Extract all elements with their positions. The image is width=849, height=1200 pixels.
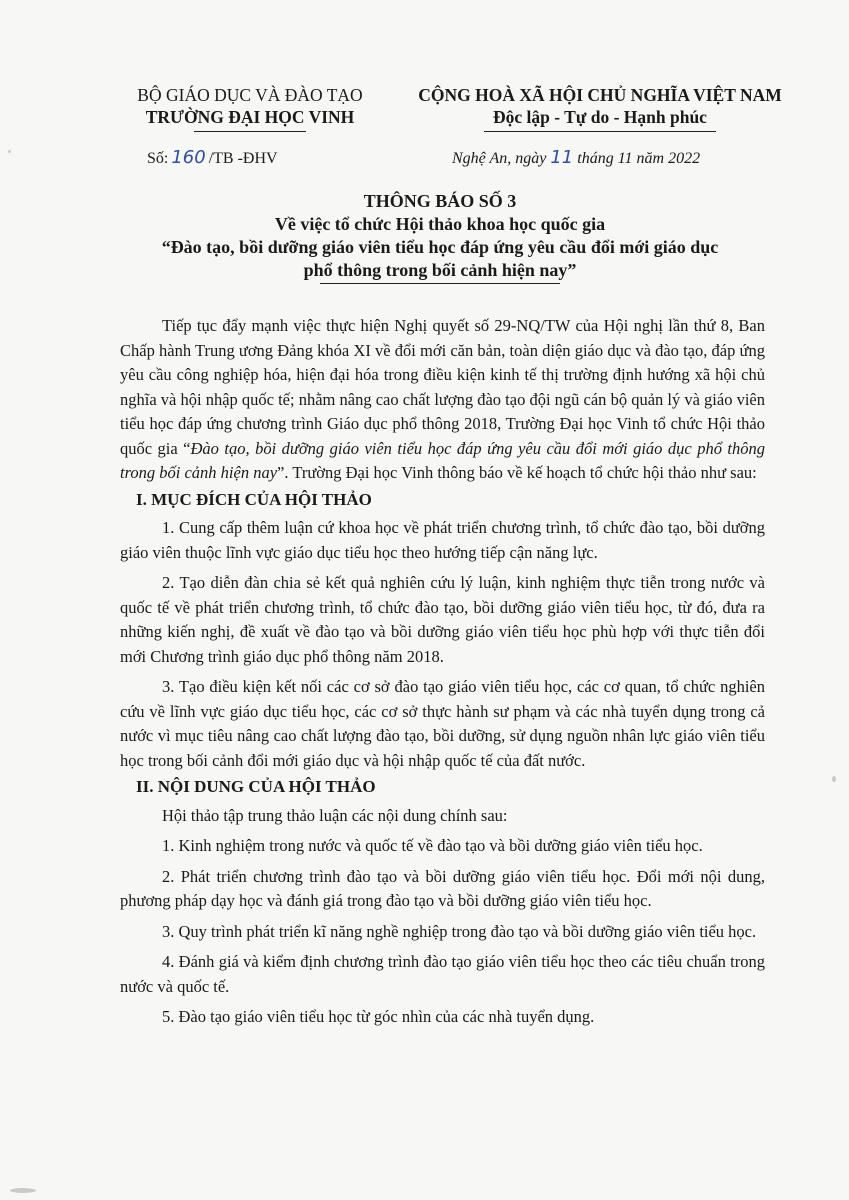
scan-speck [832,776,836,782]
title-line-3: “Đào tạo, bồi dưỡng giáo viên tiểu học đáp ứng yêu cầu đổi mới giáo dục [161,237,719,257]
section-2-lead: Hội thảo tập trung thảo luận các nội dung chính sau: [162,805,508,825]
intro-part-2: ”. Trường Đại học Vinh thông báo về kế hoạch tổ chức hội thảo như sau: [277,463,757,482]
section-1-heading: I. MỤC ĐÍCH CỦA HỘI THẢO [136,489,372,509]
document-number [147,147,278,168]
section-2-item-4: 4. Đánh giá và kiểm định chương trình đào tạo giáo viên tiểu học theo các tiêu chuẩn trong nước và quốc tế. [120,952,765,996]
title-line-2: Về việc tổ chức Hội thảo khoa học quốc gia [274,214,606,234]
notice-title [120,190,760,284]
doc-date-suffix: tháng 11 năm 2022 [577,150,701,167]
title-line-1: THÔNG BÁO SỐ 3 [363,191,517,211]
doc-date-prefix: Nghệ An, ngày [452,150,547,167]
republic-name: CỘNG HOÀ XÃ HỘI CHỦ NGHĨA VIỆT NAM [418,85,782,105]
title-underline [320,283,560,284]
section-2-item-3: 3. Quy trình phát triển kĩ năng nghề nghiệp trong đào tạo và bồi dưỡng giáo viên tiểu học. [162,921,757,941]
university-underline [194,131,306,132]
intro-italic-title: Đào tạo, bồi dưỡng giáo viên tiểu học đáp ứng yêu cầu đổi mới giáo dục phổ thông trong bối cảnh hiện nay [120,438,765,482]
section-2-item-1: 1. Kinh nghiệm trong nước và quốc tế về đào tạo và bồi dưỡng giáo viên tiểu học. [162,836,703,855]
section-2-item-2: 2. Phát triển chương trình đào tạo và bồi dưỡng giáo viên tiểu học. Đổi mới nội dung, phương pháp dạy học và đánh giá trong đào tạo và bồi dưỡng giáo viên tiểu học. [120,866,765,910]
section-2-heading: II. NỘI DUNG CỦA HỘI THẢO [136,777,376,796]
university-name: TRƯỜNG ĐẠI HỌC VINH [145,107,355,127]
document-date [452,147,700,168]
ministry-name: BỘ GIÁO DỤC VÀ ĐÀO TẠO [137,85,363,105]
section-2-item-5: 5. Đào tạo giáo viên tiểu học từ góc nhìn của các nhà tuyển dụng. [162,1007,595,1026]
doc-date-handwritten-day: 11 [550,147,574,168]
motto-underline [484,131,716,132]
section-1-item-3: 3. Tạo điều kiện kết nối các cơ sở đào tạo giáo viên tiểu học, các cơ quan, tổ chức nghiên cứu về lĩnh vực giáo dục tiểu học, các cơ sở thực hành sư phạm và các nhà tuyển dụng trong cả nước vì mục tiêu nâng cao chất lượng đào tạo, bồi dưỡng, sử dụng nguồn nhân lực giáo viên tiểu học trong bối cảnh đổi mới giáo dục và hội nhập quốc tế của đất nước. [120,677,765,770]
doc-number-handwritten: 160 [171,147,206,168]
doc-number-prefix: Số: [147,150,169,167]
scan-speck [8,150,11,153]
section-1-item-2: 2. Tạo diễn đàn chia sẻ kết quả nghiên cứu lý luận, kinh nghiệm thực tiễn trong nước và quốc tế về phát triển chương trình, tổ chức đào tạo, bồi dưỡng giáo viên tiểu học, từ đó, đưa ra những kiến nghị, đề xuất về đào tạo và bồi dưỡng giáo viên tiểu học phù hợp với thực tiễn đổi mới Chương trình giáo dục phổ thông năm 2018. [120,573,765,666]
header-left [120,84,380,132]
document-body [120,314,765,1030]
title-line-4: phổ thông trong bối cảnh hiện nay” [303,260,577,280]
intro-paragraph [120,314,765,486]
section-1-item-1: 1. Cung cấp thêm luận cứ khoa học về phát triển chương trình, tổ chức đào tạo, bồi dưỡng giáo viên thuộc lĩnh vực giáo dục tiểu học theo hướng tiếp cận năng lực. [120,518,765,562]
doc-number-suffix: /TB -ĐHV [208,150,278,167]
national-motto: Độc lập - Tự do - Hạnh phúc [493,107,707,127]
header-right [400,84,800,132]
intro-part-1: Tiếp tục đẩy mạnh việc thực hiện Nghị quyết số 29-NQ/TW của Hội nghị lần thứ 8, Ban Chấp hành Trung ương Đảng khóa XI về đổi mới căn bản, toàn diện giáo dục và đào tạo, đáp ứng yêu cầu công nghiệp hóa, hiện đại hóa trong điều kiện kinh tế thị trường định hướng xã hội chủ nghĩa và hội nhập quốc tế; nhằm nâng cao chất lượng đào tạo đội ngũ cán bộ quản lý và giáo viên tiểu học đáp ứng chương trình Giáo dục phổ thông 2018, Trường Đại học Vinh tổ chức Hội thảo quốc gia “ [120,316,765,458]
scan-speck [10,1188,36,1193]
